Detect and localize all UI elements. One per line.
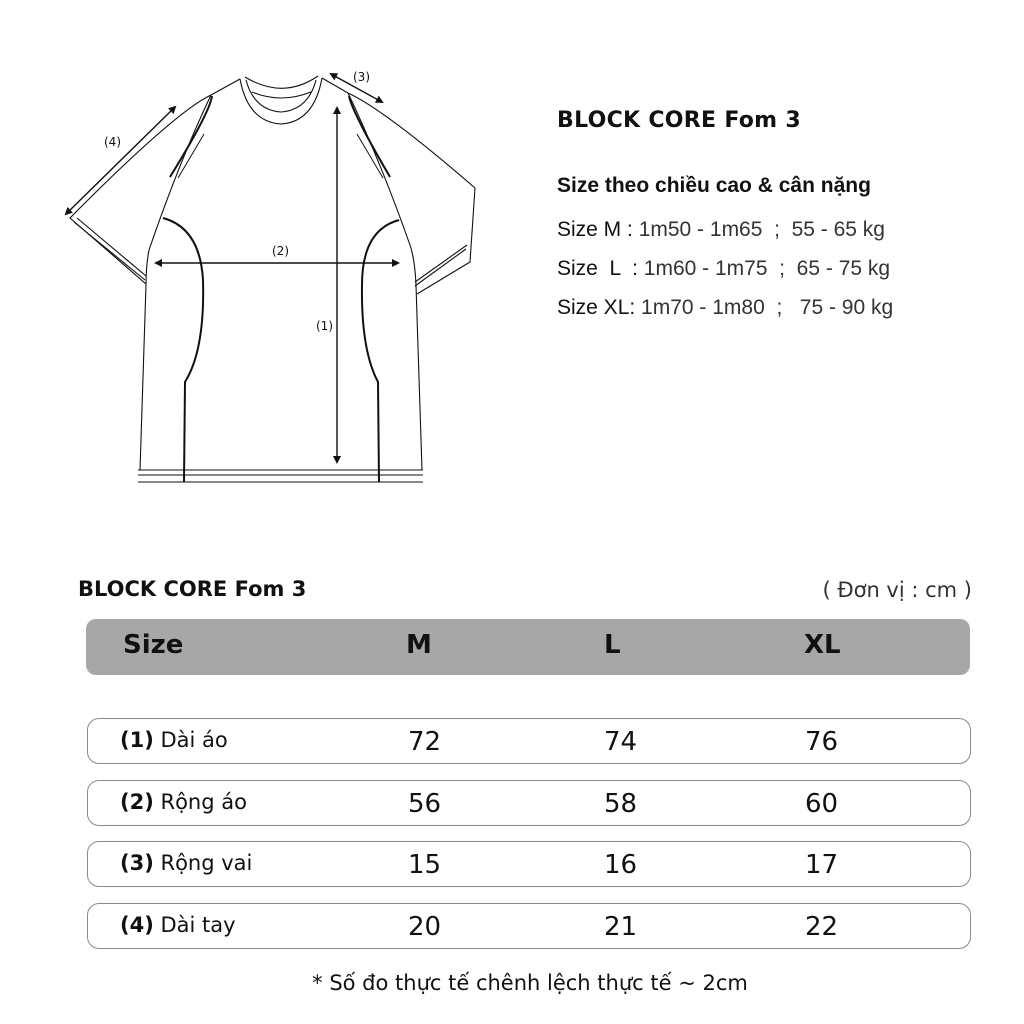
size-xl-recommendation: [557, 288, 893, 327]
size-l-recommendation: [557, 249, 893, 288]
row-number: (1): [120, 728, 154, 752]
row-label: [120, 913, 236, 937]
row-number: (3): [120, 851, 154, 875]
table-row-shoulder: [87, 841, 971, 887]
value-l: 16: [604, 850, 638, 880]
product-title: BLOCK CORE Fom 3: [557, 108, 801, 133]
value-m: 15: [408, 850, 442, 880]
row-number: (2): [120, 790, 154, 814]
size-label: Size M :: [557, 218, 633, 241]
value-m: 56: [408, 789, 442, 819]
value-m: 20: [408, 912, 442, 942]
row-name: Dài áo: [153, 728, 228, 752]
size-range: 1m70 - 1m80 ; 75 - 90 kg: [635, 296, 894, 319]
value-l: 74: [604, 727, 638, 757]
value-xl: 60: [805, 789, 839, 819]
table-header: [86, 619, 970, 675]
row-name: Rộng áo: [153, 790, 247, 814]
unit-label: ( Đơn vị : cm ): [822, 578, 972, 602]
table-title: BLOCK CORE Fom 3: [78, 577, 307, 601]
width-label: (2): [272, 244, 289, 258]
measurement-note: * Số đo thực tế chênh lệch thực tế ~ 2cm: [312, 971, 748, 995]
size-label: Size XL:: [557, 296, 636, 319]
size-guide-subtitle: Size theo chiều cao & cân nặng: [557, 174, 871, 197]
size-range: 1m60 - 1m75 ; 65 - 75 kg: [637, 257, 891, 280]
header-size: Size: [123, 630, 184, 660]
shoulder-label: (3): [353, 70, 370, 84]
table-row-sleeve: [87, 903, 971, 949]
sleeve-arrow: [66, 107, 175, 214]
length-label: (1): [316, 319, 333, 333]
header-xl: XL: [804, 630, 841, 660]
row-name: Rộng vai: [153, 851, 253, 875]
value-l: 21: [604, 912, 638, 942]
header-m: M: [406, 630, 432, 660]
value-xl: 22: [805, 912, 839, 942]
header-l: L: [604, 630, 621, 660]
value-xl: 76: [805, 727, 839, 757]
row-label: [120, 851, 252, 875]
row-label: [120, 728, 228, 752]
row-label: [120, 790, 247, 814]
tshirt-outline-icon: [0, 0, 520, 520]
value-m: 72: [408, 727, 442, 757]
size-label: Size L :: [557, 257, 638, 280]
row-number: (4): [120, 913, 154, 937]
value-l: 58: [604, 789, 638, 819]
size-m-recommendation: [557, 210, 893, 249]
tshirt-diagram: [0, 0, 520, 520]
sleeve-label: (4): [104, 135, 121, 149]
table-row-width: [87, 780, 971, 826]
size-range: 1m50 - 1m65 ; 55 - 65 kg: [632, 218, 885, 241]
size-info-panel: [557, 108, 893, 327]
table-row-length: [87, 718, 971, 764]
value-xl: 17: [805, 850, 839, 880]
row-name: Dài tay: [153, 913, 236, 937]
